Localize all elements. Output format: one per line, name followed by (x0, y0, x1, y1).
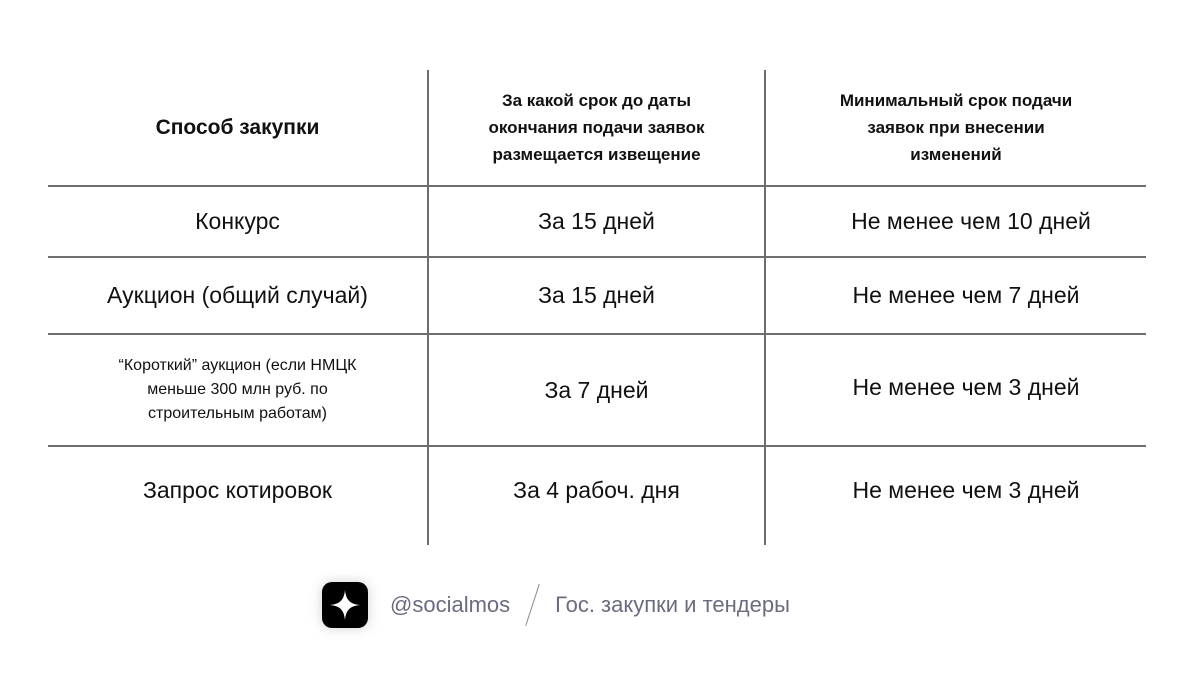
row-1-notice (429, 187, 764, 256)
slash-divider (525, 584, 540, 626)
channel-topic: Гос. закупки и тендеры (555, 592, 790, 617)
method-line: строительным работам) (148, 405, 327, 422)
row-3-notice (429, 335, 764, 445)
row-3-min-term (766, 335, 1166, 439)
method-line: “Короткий” аукцион (если НМЦК (118, 357, 357, 374)
row-4-method (48, 447, 427, 533)
row-4-notice (429, 447, 764, 533)
min-term-value: Не менее чем 10 дней (851, 208, 1091, 234)
notice-value: За 15 дней (538, 282, 655, 308)
method-label: Аукцион (общий случай) (107, 282, 368, 308)
row-4-min-term (766, 447, 1166, 533)
min-term-value: Не менее чем 7 дней (852, 282, 1080, 308)
min-term-value: Не менее чем 3 дней (852, 373, 1080, 400)
row-2-notice (429, 258, 764, 333)
method-label: Конкурс (195, 208, 280, 234)
row-3-method (48, 335, 427, 445)
row-1-method (48, 187, 427, 256)
header-notice-line: За какой срок до даты (501, 91, 692, 110)
header-min-line: Минимальный срок подачи (839, 91, 1073, 110)
header-notice-term (429, 70, 764, 185)
channel-handle[interactable]: @socialmos (390, 592, 511, 617)
header-min-term (766, 70, 1146, 185)
header-method-label: Способ закупки (155, 116, 320, 139)
method-label: Запрос котировок (143, 476, 332, 503)
row-2-min-term (766, 258, 1166, 333)
notice-value: За 7 дней (544, 376, 649, 403)
header-min-line: заявок при внесении (867, 118, 1045, 137)
header-notice-line: окончания подачи заявок (488, 118, 705, 137)
header-method (48, 70, 427, 185)
method-line: меньше 300 млн руб. по (147, 381, 328, 398)
notice-value: За 15 дней (538, 208, 655, 234)
row-1-min-term (766, 187, 1176, 256)
notice-value: За 4 рабоч. дня (513, 476, 680, 503)
sparkle-star-icon (322, 582, 368, 628)
footer (322, 580, 790, 630)
header-min-line: изменений (910, 145, 1002, 164)
row-2-method (48, 258, 427, 333)
min-term-value: Не менее чем 3 дней (852, 476, 1080, 503)
header-notice-line: размещается извещение (492, 145, 701, 164)
